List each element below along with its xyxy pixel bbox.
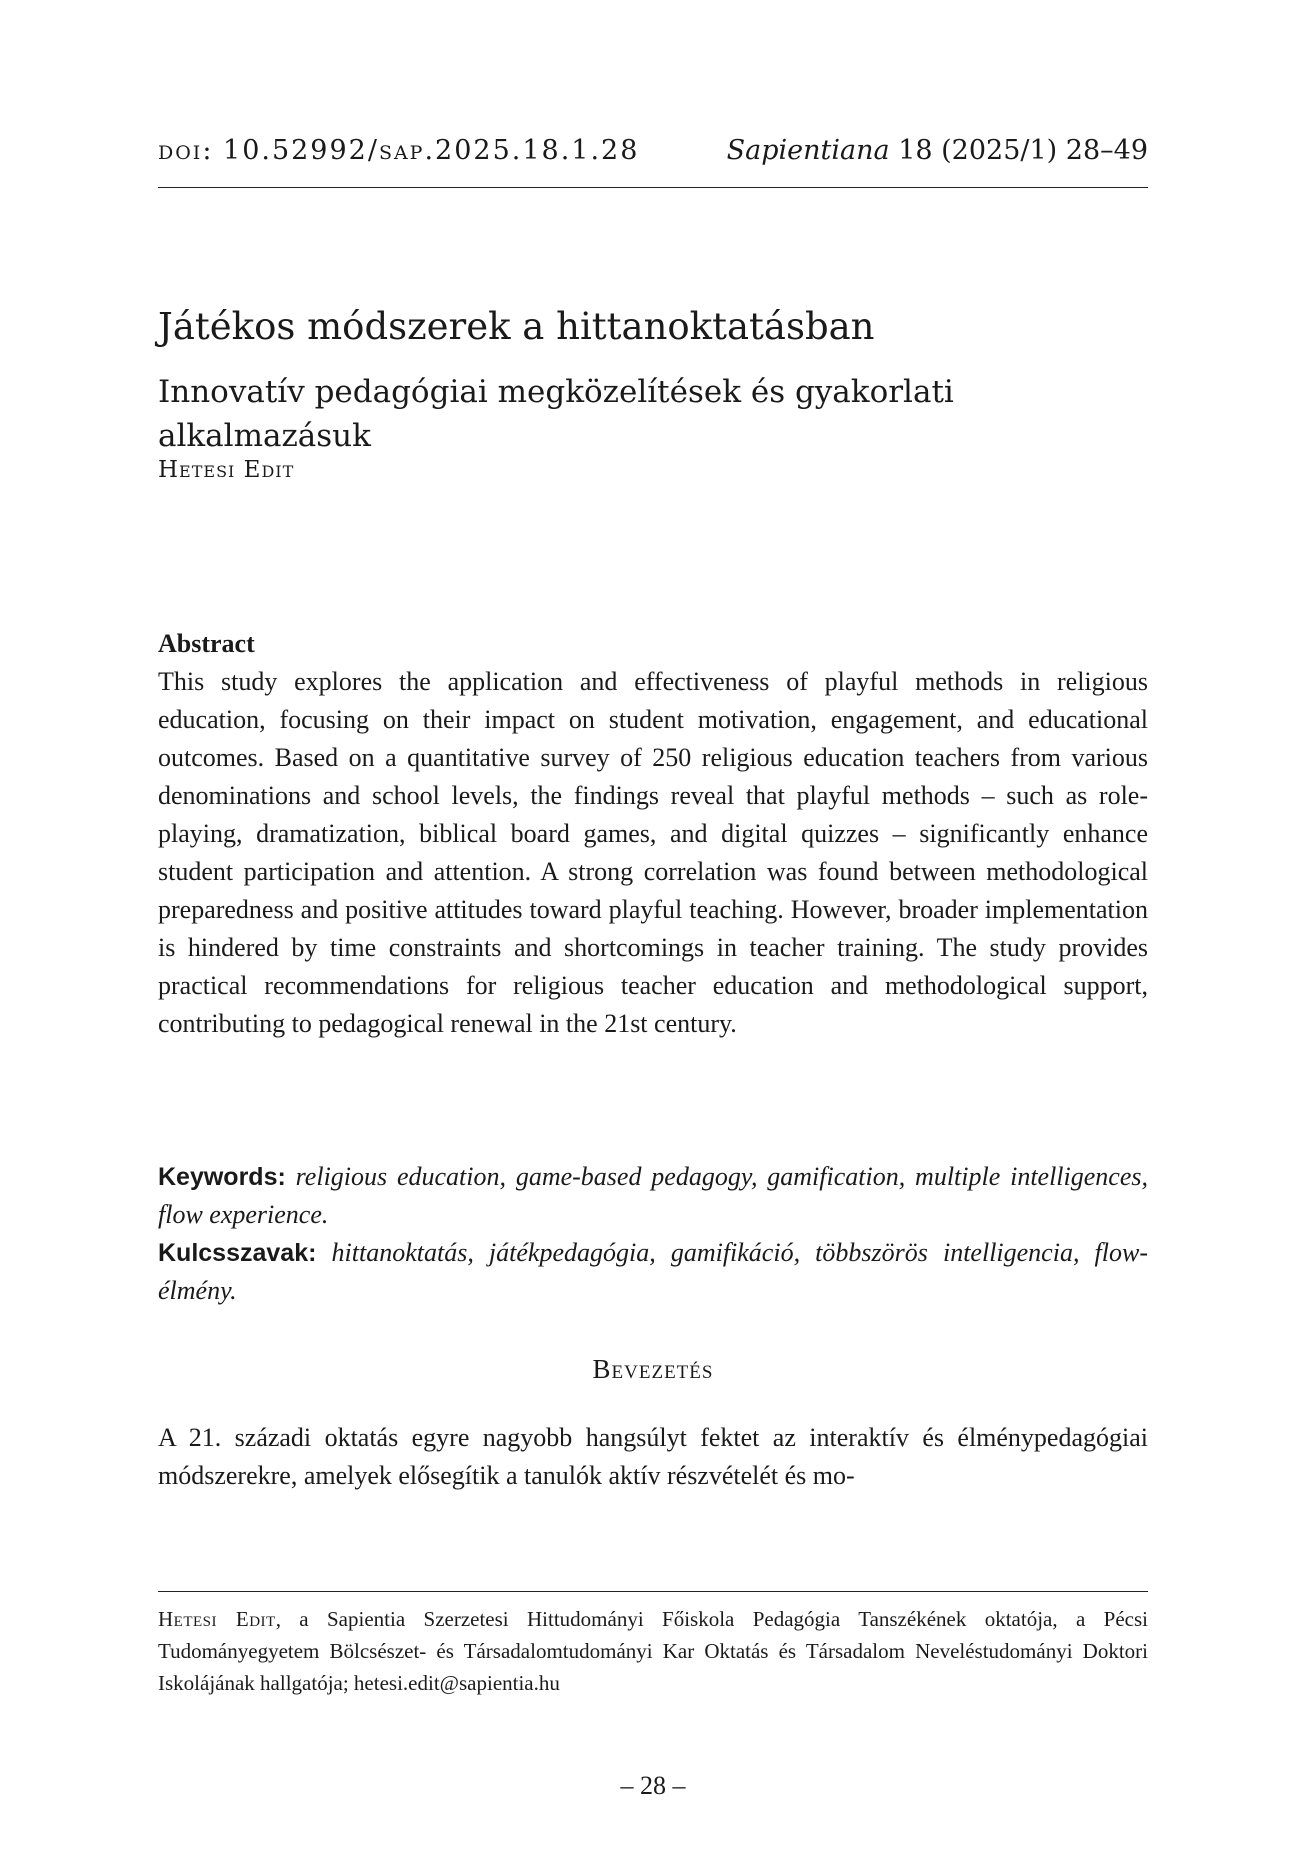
journal-name: Sapientiana <box>726 135 890 166</box>
keywords-text: religious education, game-based pedagogy, gamification, multiple intelligences, flow experience. <box>158 1162 1148 1229</box>
header-divider <box>158 187 1148 188</box>
article-author: Hetesi Edit <box>158 457 295 483</box>
abstract-heading: Abstract <box>158 629 255 658</box>
page-number: – 28 – <box>620 1771 686 1800</box>
kulcsszavak-text: hittanoktatás, játékpedagógia, gamifikáció, többszörös intelligencia, flow-élmény. <box>158 1238 1148 1305</box>
keywords-hungarian <box>158 1234 1148 1310</box>
doi-value: 10.52992/sap.2025.18.1.28 <box>223 135 640 166</box>
author-footnote <box>158 1603 1148 1699</box>
kulcsszavak-label: Kulcsszavak: <box>158 1239 317 1267</box>
intro-paragraph: A 21. századi oktatás egyre nagyobb hangsúlyt fektet az interaktív és élménypedagógiai módszerekre, amelyek elősegítik a tanulók aktív részvételét és mo- <box>158 1423 1148 1490</box>
journal-citation <box>727 131 1148 171</box>
footnote-divider <box>158 1591 1148 1592</box>
doi-prefix: doi: <box>158 135 214 166</box>
section-heading: Bevezetés <box>592 1354 714 1384</box>
keywords-english <box>158 1158 1148 1234</box>
running-header <box>158 131 1148 171</box>
journal-details: 18 (2025/1) 28–49 <box>898 135 1148 166</box>
abstract-body: This study explores the application and effectiveness of playful methods in religious education, focusing on their impact on student motivation, engagement, and educational outcomes. Based on a quantitative survey of 250 religious education teachers from various denominations and school levels, the findings reveal that playful methods – such as role-playing, dramatization, biblical board games, and digital quizzes – significantly enhance student participation and attention. A strong correlation was found between methodological preparedness and positive attitudes toward playful teaching. However, broader implementation is hindered by time constraints and shortcomings in teacher training. The study provides practical recommendations for religious teacher education and methodological support, contributing to pedagogical renewal in the 21st century. <box>158 667 1148 1038</box>
footnote-author: Hetesi Edit <box>158 1607 276 1631</box>
footnote-text: , a Sapientia Szerzetesi Hittudományi Főiskola Pedagógia Tanszékének oktatója, a Pécsi Tudományegyetem Bölcsészet- és Társadalomtudományi Kar Oktatás és Társadalom Neveléstudományi Doktori Iskolájának hallgatója; hetesi.edit@sapientia.hu <box>158 1607 1148 1695</box>
abstract-section <box>158 625 1148 1043</box>
keywords-label: Keywords: <box>158 1163 286 1191</box>
article-subtitle: Innovatív pedagógiai megközelítések és gyakorlati alkalmazásuk <box>158 374 954 454</box>
keywords-section <box>158 1158 1148 1310</box>
doi-reference[interactable] <box>158 131 639 171</box>
article-title: Játékos módszerek a hittanoktatásban <box>158 305 875 348</box>
